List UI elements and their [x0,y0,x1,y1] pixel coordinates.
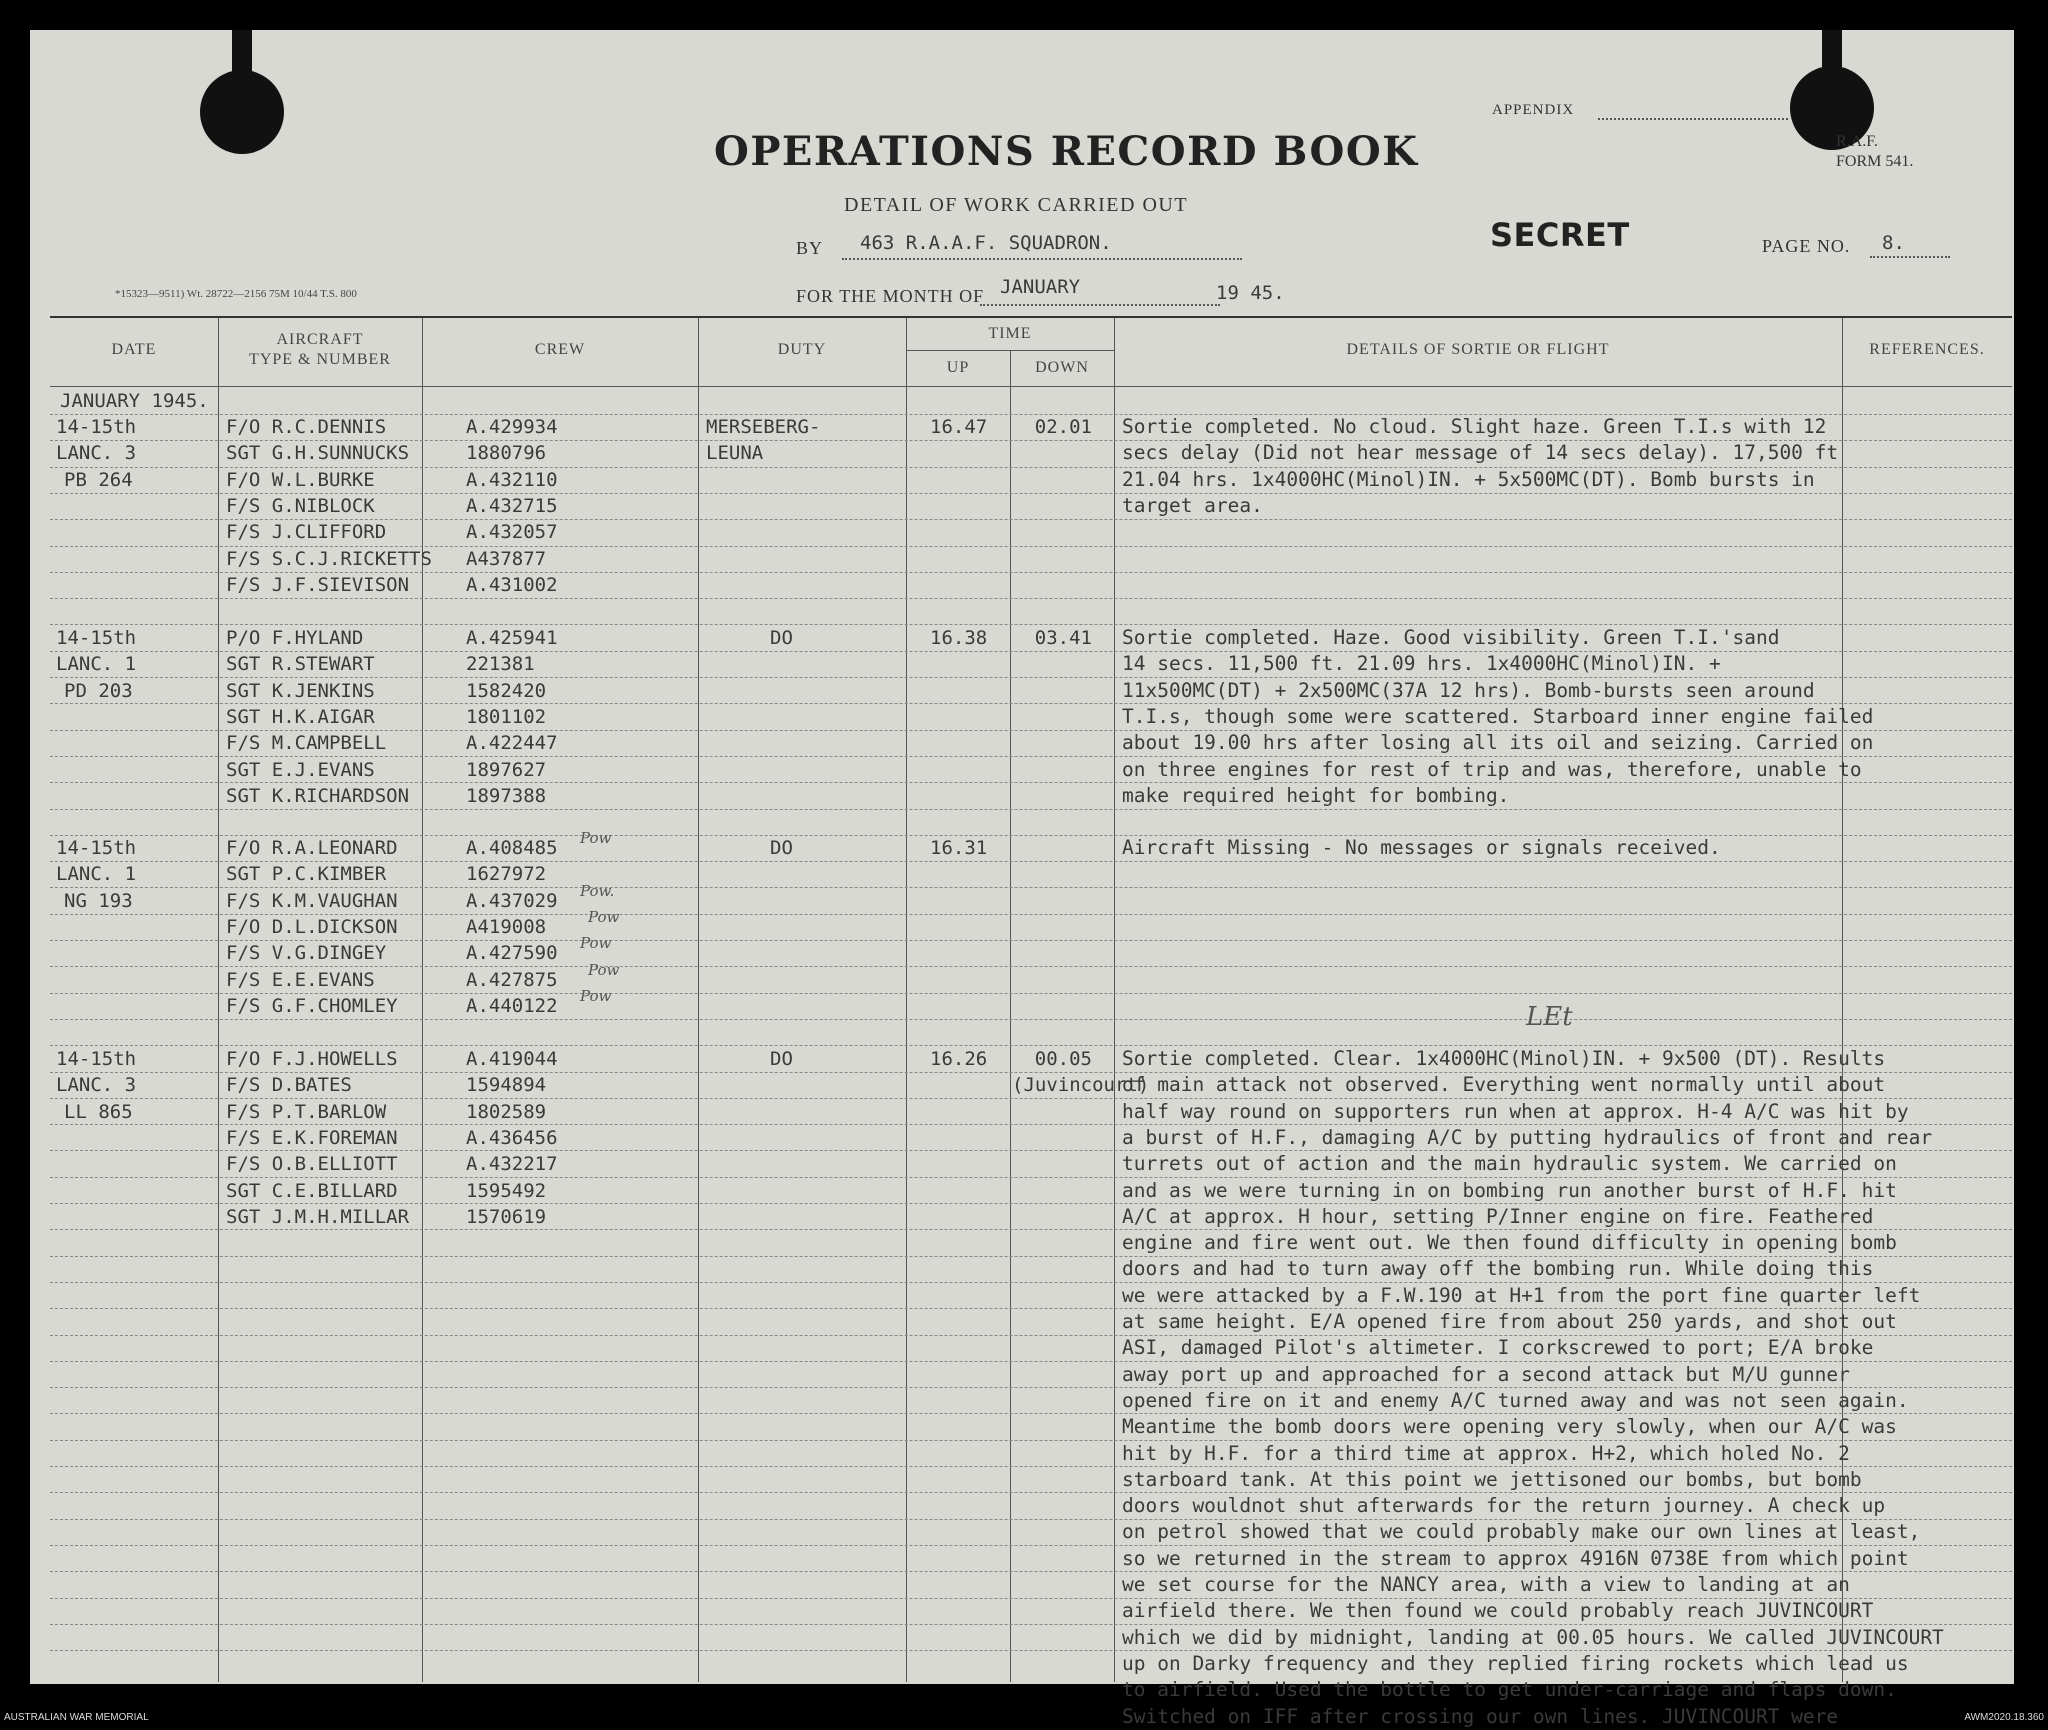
crew-service-number: A.432715 [466,494,558,517]
crew-name: SGT P.C.KIMBER [226,863,387,886]
crew-service-number: A.425941 [466,627,558,649]
crew-name: F/O F.J.HOWELLS [226,1048,398,1070]
crew-service-number: 1627972 [466,863,547,886]
crew-name: F/S G.NIBLOCK [226,494,375,517]
sortie-detail-line: target area. [1122,493,1263,517]
sortie-detail-line: hit by H.F. for a third time at approx. H+2, which holed No. 2 [1122,1441,1850,1465]
aircraft-serial: NG 193 [64,889,133,912]
sortie-date: 14-15th [56,837,137,859]
sortie-detail-line: make required height for bombing. [1122,783,1510,807]
sortie-detail-line: we were attacked by a F.W.190 at H+1 from the port fine quarter left [1122,1283,1921,1307]
sortie-detail-line: Sortie completed. No cloud. Slight haze. Green T.I.s with 12 [1122,415,1827,438]
squadron-line [842,258,1242,260]
year-value: 19 45. [1216,282,1285,304]
sortie-date: 14-15th [56,1048,137,1070]
crew-service-number: A419008 [466,915,547,938]
crew-name: SGT H.K.AIGAR [226,705,375,728]
form-title: OPERATIONS RECORD BOOK [714,128,1419,175]
crew-service-number: 1880796 [466,442,547,465]
aircraft-serial: PB 264 [64,468,133,491]
crew-service-number: A.436456 [466,1126,558,1149]
ruled-line [50,1019,2012,1020]
sortie-detail-line: about 19.00 hrs after losing all its oil and seizing. Carried on [1122,731,1874,755]
by-label: BY [796,238,824,258]
crew-service-number: A.432217 [466,1153,558,1176]
time-down: 00.05 (Juvincourt) [1012,1048,1150,1096]
sortie-detail-line: which we did by midnight, landing at 00.05 hours. We called JUVINCOURT [1122,1625,1944,1649]
footer-reference: AWM2020.18.360 [1964,1712,2044,1723]
sortie-detail-line: and as we were turning in on bombing run another burst of H.F. hit [1122,1178,1897,1202]
col-aircraft: AIRCRAFT TYPE & NUMBER [249,331,391,368]
crew-service-number: 1570619 [466,1205,547,1228]
margin-initials: LEt [1526,1002,1573,1032]
month-line [980,304,1220,306]
sortie-detail-line: doors and had to turn away off the bombing run. While doing this [1122,1257,1874,1281]
aircraft-type: LANC. 1 [56,653,137,676]
crew-name: SGT C.E.BILLARD [226,1179,398,1202]
crew-name: F/O R.C.DENNIS [226,416,387,438]
crew-name: SGT J.M.H.MILLAR [226,1205,410,1228]
crew-name: F/S E.E.EVANS [226,968,375,991]
crew-name: F/S J.F.SIEVISON [226,573,410,596]
month-value: JANUARY [1000,276,1081,298]
crew-name: SGT K.RICHARDSON [226,784,410,807]
print-code: *15323—9511) Wt. 28722—2156 75M 10/44 T.S. 800 [115,288,357,300]
sortie-date: 14-15th [56,627,137,649]
footer-archive: AUSTRALIAN WAR MEMORIAL [4,1712,149,1723]
crew-pow-note: Pow [588,907,620,926]
sortie-detail-line: Sortie completed. Haze. Good visibility. Green T.I.'sand [1122,626,1780,649]
sortie-detail-line: on petrol showed that we could probably make our own lines at least, [1122,1520,1921,1544]
ruled-line [50,598,2012,599]
crew-service-number: A437877 [466,547,547,570]
crew-service-number: A.432110 [466,468,558,491]
crew-service-number: A.429934 [466,416,558,438]
time-up: 16.26 [930,1048,988,1070]
classification-stamp: SECRET [1490,216,1630,254]
form-id: R.A.F. FORM 541. [1836,133,1914,170]
month-heading: JANUARY 1945. [60,390,209,412]
sortie-detail-line: turrets out of action and the main hydraulic system. We carried on [1122,1152,1897,1176]
punch-hole-left [200,70,284,154]
sortie-detail-line: T.I.s, though some were scattered. Starboard inner engine failed [1122,704,1874,728]
sortie-detail-line: so we returned in the stream to approx 4916N 0738E from which point [1122,1546,1909,1570]
aircraft-type: LANC. 3 [56,442,137,465]
col-crew: CREW [534,341,586,358]
crew-pow-note: Pow. [580,881,615,900]
sortie-detail-line: 14 secs. 11,500 ft. 21.09 hrs. 1x4000HC(Minol)IN. + [1122,652,1721,676]
crew-service-number: 1802589 [466,1100,547,1123]
sortie-detail-line: on three engines for rest of trip and was, therefore, unable to [1122,757,1862,781]
sortie-detail-line: Aircraft Missing - No messages or signals received. [1122,836,1721,859]
crew-pow-note: Pow [580,829,612,847]
sortie-duty: DO [770,1048,793,1070]
crew-name: SGT G.H.SUNNUCKS [226,442,410,465]
time-up: 16.47 [930,416,988,438]
page-line [1870,256,1950,258]
sortie-detail-line: airfield there. We then found we could probably reach JUVINCOURT [1122,1599,1874,1623]
sortie-detail-line: away port up and approached for a second attack but M/U gunner [1122,1362,1850,1386]
crew-name: F/S D.BATES [226,1074,352,1097]
sortie-detail-line: 11x500MC(DT) + 2x500MC(37A 12 hrs). Bomb-bursts seen around [1122,678,1815,702]
col-time-down: DOWN [1035,359,1089,376]
crew-name: F/S G.F.CHOMLEY [226,994,398,1017]
col-date: DATE [111,341,157,358]
crew-name: F/S P.T.BARLOW [226,1100,387,1123]
sortie-detail-line: secs delay (Did not hear message of 14 secs delay). 17,500 ft [1122,441,1839,465]
time-down: 03.41 [1034,627,1092,649]
crew-name: F/S E.K.FOREMAN [226,1126,398,1149]
crew-service-number: 1801102 [466,705,547,728]
sortie-detail-line: up on Darky frequency and they replied firing rockets which lead us [1122,1651,1909,1675]
sortie-detail-line: to airfield. Used the bottle to get under-carriage and flaps down. [1122,1678,1897,1702]
crew-service-number: 1595492 [466,1179,547,1202]
col-details: DETAILS OF SORTIE OR FLIGHT [1346,341,1610,358]
form-subtitle: DETAIL OF WORK CARRIED OUT [844,194,1189,216]
crew-pow-note: Pow [580,934,612,953]
page-label: PAGE NO. [1762,236,1851,256]
sortie-detail-line: A/C at approx. H hour, setting P/Inner engine on fire. Feathered [1122,1204,1874,1228]
sortie-detail-line: Sortie completed. Clear. 1x4000HC(Minol)IN. + 9x500 (DT). Results [1122,1047,1886,1070]
crew-service-number: 1897388 [466,784,547,807]
crew-name: F/O W.L.BURKE [226,468,375,491]
sortie-detail-line: ASI, damaged Pilot's altimeter. I corkscrewed to port; E/A broke [1122,1336,1874,1360]
sortie-date: 14-15th [56,416,137,438]
crew-name: F/O R.A.LEONARD [226,837,398,859]
crew-service-number: A.427875 [466,968,558,991]
sortie-detail-line: opened fire on it and enemy A/C turned away and was not seen again. [1122,1388,1909,1412]
crew-name: F/S V.G.DINGEY [226,942,387,965]
sortie-detail-line: of main attack not observed. Everything went normally until about [1122,1073,1886,1097]
crew-service-number: A.437029 [466,889,558,912]
squadron-name: 463 R.A.A.F. SQUADRON. [860,232,1112,254]
crew-service-number: A.408485 [466,837,558,859]
appendix-line [1598,118,1788,120]
aircraft-serial: PD 203 [64,679,133,702]
sortie-duty: MERSEBERG- LEUNA [706,416,821,464]
crew-name: F/O D.L.DICKSON [226,915,398,938]
sortie-detail-line: at same height. E/A opened fire from about 250 yards, and shot out [1122,1310,1897,1333]
sortie-duty: DO [770,837,793,859]
crew-name: P/O F.HYLAND [226,627,364,649]
sortie-detail-line: a burst of H.F., damaging A/C by putting hydraulics of front and rear [1122,1125,1933,1149]
crew-service-number: A.431002 [466,573,558,596]
aircraft-serial: LL 865 [64,1100,133,1123]
crew-name: F/S J.CLIFFORD [226,521,387,544]
time-up: 16.38 [930,627,988,649]
sortie-detail-line: Switched on IFF after crossing our own lines. JUVINCOURT were [1122,1704,1839,1728]
sortie-detail-line: 21.04 hrs. 1x4000HC(Minol)IN. + 5x500MC(DT). Bomb bursts in [1122,467,1815,491]
crew-service-number: 1897627 [466,758,547,781]
sortie-detail-line: doors wouldnot shut afterwards for the return journey. A check up [1122,1494,1886,1518]
time-down: 02.01 [1034,416,1092,438]
crew-name: SGT R.STEWART [226,653,375,676]
crew-name: F/S K.M.VAUGHAN [226,889,398,912]
aircraft-type: LANC. 1 [56,863,137,886]
appendix-label: APPENDIX [1492,102,1575,118]
crew-name: F/S S.C.J.RICKETTS [226,547,432,570]
aircraft-type: LANC. 3 [56,1074,137,1097]
sortie-detail-line: engine and fire went out. We then found difficulty in opening bomb [1122,1231,1897,1255]
crew-service-number: 1582420 [466,679,547,702]
time-up: 16.31 [930,837,988,859]
crew-service-number: A.432057 [466,521,558,544]
col-duty: DUTY [777,341,827,358]
crew-name: SGT K.JENKINS [226,679,375,702]
crew-pow-note: Pow [588,960,620,979]
page-number: 8. [1882,232,1905,254]
crew-service-number: A.427590 [466,942,558,965]
month-label: FOR THE MONTH OF [796,286,985,306]
col-time: TIME [988,325,1032,342]
crew-pow-note: Pow [580,986,612,1005]
col-references: REFERENCES. [1869,341,1985,358]
crew-service-number: A.422447 [466,732,558,755]
crew-service-number: 221381 [466,653,535,676]
crew-name: F/S M.CAMPBELL [226,732,387,755]
crew-service-number: 1594894 [466,1074,547,1097]
crew-name: SGT E.J.EVANS [226,758,375,781]
sortie-duty: DO [770,627,793,649]
sortie-detail-line: half way round on supporters run when at approx. H-4 A/C was hit by [1122,1099,1909,1123]
sortie-detail-line: Meantime the bomb doors were opening very slowly, when our A/C was [1122,1415,1897,1439]
crew-service-number: A.419044 [466,1048,558,1070]
col-time-up: UP [946,359,970,376]
crew-service-number: A.440122 [466,994,558,1017]
sortie-detail-line: we set course for the NANCY area, with a view to landing at an [1122,1573,1850,1596]
crew-name: F/S O.B.ELLIOTT [226,1153,398,1176]
sortie-detail-line: starboard tank. At this point we jettisoned our bombs, but bomb [1122,1467,1862,1491]
